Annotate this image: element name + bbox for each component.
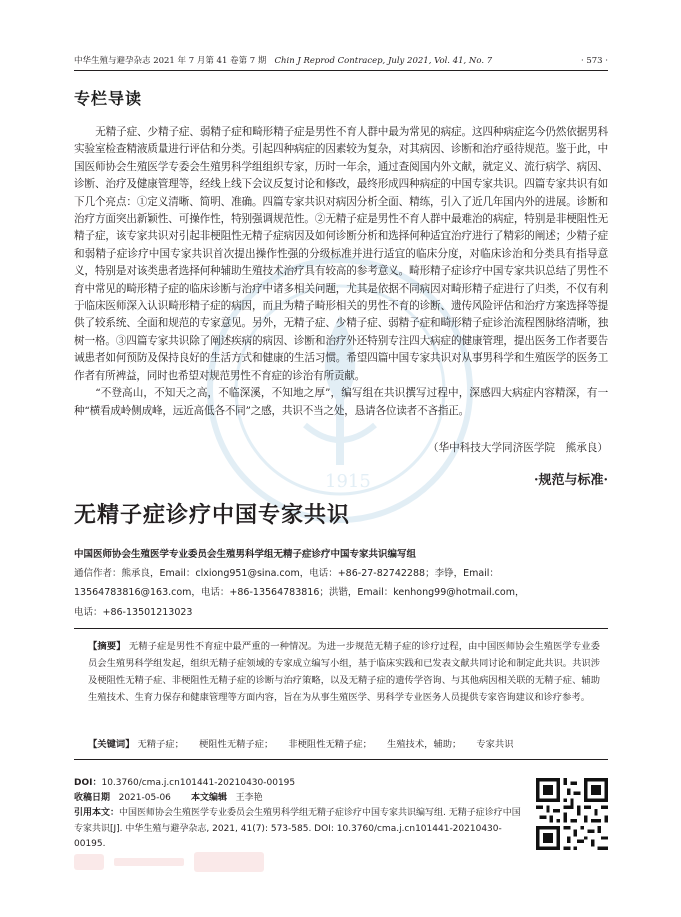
svg-text:1915: 1915 <box>325 471 371 492</box>
article-title: 无精子症诊疗中国专家共识 <box>74 502 351 528</box>
correspondence-line: 通信作者：熊承良，Email：clxiong951@sina.com，电话：+86-27-82742288；李铮，Email： <box>74 568 499 580</box>
keyword: 非梗阻性无精子症； <box>288 739 372 750</box>
dates-line <box>74 791 524 806</box>
column-guide-text <box>74 124 608 420</box>
editor-name: 王李艳 <box>235 793 263 804</box>
keyword: 无精子症； <box>137 739 184 750</box>
cite-label: 引用本文： <box>74 808 120 819</box>
doi-line <box>74 776 524 791</box>
footer-logo-watermark <box>74 850 274 874</box>
section-tag: ·规范与标准· <box>533 473 608 488</box>
guide-paragraph: 无精子症、少精子症、弱精子症和畸形精子症是男性不育人群中最为常见的病症。这四种病症迄今仍然依据男科实验室检查精液质量进行评估和分类。引起四种病症的因素较为复杂，对其病因、诊断和治疗亟待规范。鉴于此，中国医师协会生殖医学专委会生殖男科学组组织专家，历时一年余，通过查阅国内外文献，就定义、流行病学、病因、诊断、治疗及健康管理等，经线上线下会议反复讨论和修改，最终形成四种病症的中国专家共识。四篇专家共识有如下几个亮点：①定义清晰、简明、准确。四篇专家共识对病因分析全面、精练，引入了近几年国内外的进展。诊断和治疗方面突出新颖性、可操作性，特别强调规范性。②无精子症是男性不育人群中最难治的病症，特别是非梗阻性无精子症，该专家共识对引起非梗阻性无精子症病因及如何诊断分析和选择何种适宜治疗进行了精彩的阐述；少精子症和弱精子症诊疗中国专家共识首次提出操作性强的分级标准并进行适宜的临床分度，对临床诊治和分类具有指导意义，特别是对该类患者选择何种辅助生殖技术治疗具有较高的参考意义。畸形精子症诊疗中国专家共识总结了男性不育中常见的畸形精子症的临床诊断与治疗中诸多相关问题，尤其是依据不同病因对畸形精子症进行了归类，不仅有利于临床医师深入认识畸形精子症的病因，而且为精子畸形相关的男性不育的诊断、遗传风险评估和治疗方案选择等提供了较系统、全面和规范的专家意见。另外，无精子症、少精子症、弱精子症和畸形精子症诊治流程图脉络清晰，独树一格。③四篇专家共识除了阐述疾病的病因、诊断和治疗外还特别专注四大病症的健康管理，提出医务工作者要告诫患者如何预防及保持良好的生活方式和健康的生活习惯。希望四篇中国专家共识对从事男科学和生殖医学的医务工作者有所裨益，同时也希望对规范男性不育症的诊治有所贡献。 <box>74 126 608 382</box>
page-number: · 573 · <box>580 56 608 66</box>
article-meta <box>74 776 524 852</box>
keyword: 梗阻性无精子症； <box>198 739 274 750</box>
journal-name-en: Chin J Reprod Contracep, July 2021, Vol. 41, No. 7 <box>274 56 493 66</box>
received-label: 收稿日期 <box>74 793 111 804</box>
guide-paragraph: “不登高山，不知天之高，不临深溪，不知地之厚”，编写组在共识撰写过程中，深感四大病症内容精深，有一种“横看成岭侧成峰，远近高低各不同”之感，共识不当之处，恳请各位读者不吝指正。 <box>74 387 608 417</box>
abstract-label: 【摘要】 <box>88 641 126 652</box>
header-rule <box>74 70 608 71</box>
keyword: 专家共识 <box>476 739 514 750</box>
qr-code-icon[interactable] <box>536 778 608 850</box>
correspondence-line: 13564783816@163.com，电话：+86-13564783816；洪锴，Email：kenhong99@hotmail.com， <box>74 587 525 599</box>
keywords <box>88 736 600 750</box>
cite-text: 中国医师协会生殖医学专业委员会生殖男科学组无精子症诊疗中国专家共识编写组. 无精子症诊疗中国专家共识[J]. 中华生殖与避孕杂志, 2021, 41(7): 573-585. DOI: 10.3760/cma.j.cn101441-20210430-00195. <box>74 808 521 849</box>
received-date: 2021-05-06 <box>118 793 171 804</box>
correspondence-line: 电话：+86-13501213023 <box>74 606 193 618</box>
editor-label: 本文编辑 <box>190 793 227 804</box>
journal-name-cn: 中华生殖与避孕杂志 2021 年 7 月第 41 卷第 7 期 <box>74 56 267 66</box>
running-header <box>74 56 608 66</box>
abstract <box>88 638 600 706</box>
keyword: 生殖技术，辅助； <box>386 739 462 750</box>
column-title: 专栏导读 <box>74 89 143 108</box>
doi-link[interactable]: 10.3760/cma.j.cn101441-20210430-00195 <box>101 778 296 788</box>
author-block <box>74 545 608 622</box>
keywords-label: 【关键词】 <box>88 739 135 750</box>
abstract-text: 无精子症是男性不育症中最严重的一种情况。为进一步规范无精子症的诊疗过程，由中国医师协会生殖医学专业委员会生殖男科学组发起，组织无精子症领域的专家成立编写小组，基于临床实践和已发表文献共同讨论和制定此共识。共识涉及梗阻性无精子症、非梗阻性无精子症的诊断与治疗策略，以及无精子症的遗传学咨询、与其他病因相关联的无精子症、辅助生殖技术、生育力保存和健康管理等方面内容，旨在为从事生殖医学、男科学专业医务人员提供专家咨询建议和诊疗参考。 <box>88 641 600 703</box>
citation <box>74 806 524 852</box>
doi-label: DOI： <box>74 778 102 788</box>
author-group: 中国医师协会生殖医学专业委员会生殖男科学组无精子症诊疗中国专家共识编写组 <box>74 549 417 560</box>
guide-signature: （华中科技大学同济医学院 熊承良） <box>427 442 608 454</box>
